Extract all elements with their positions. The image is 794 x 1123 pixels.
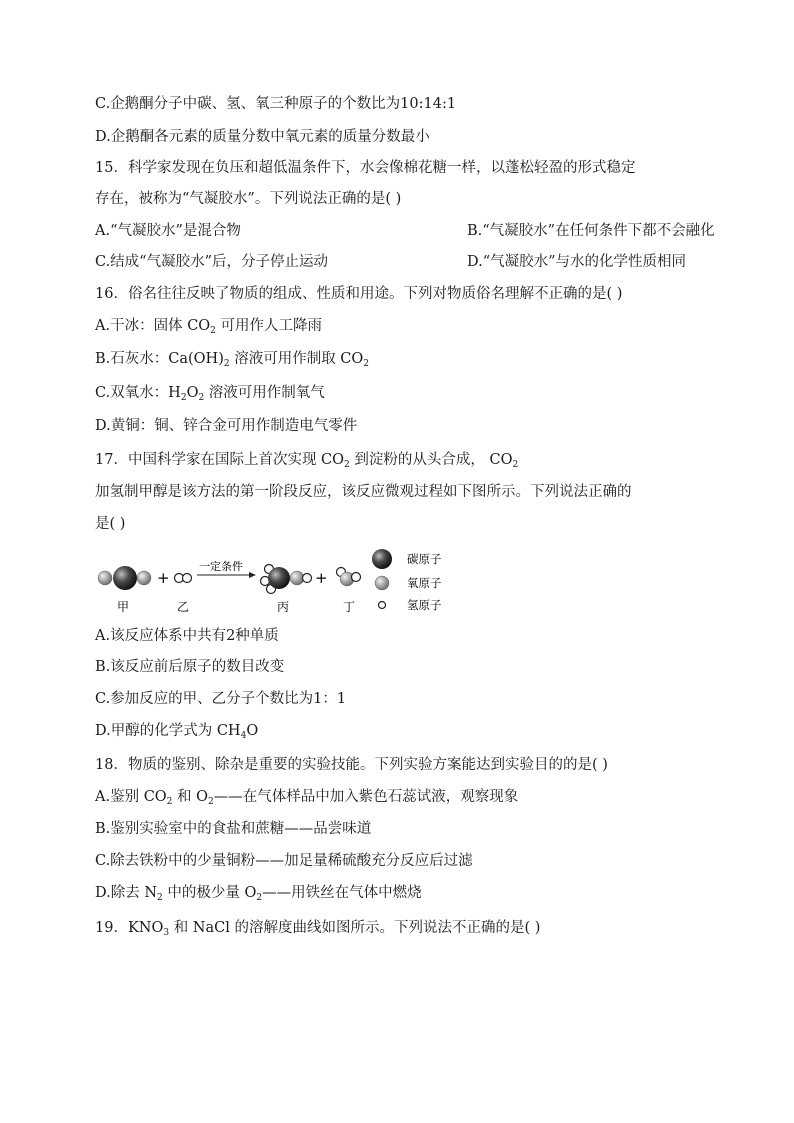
legend-hydrogen-swatch	[379, 602, 386, 609]
q17-option-b: B.该反应前后原子的数目改变	[95, 659, 285, 675]
q18-option-d-text: D.除去 N	[95, 885, 158, 901]
label-bing: 丙	[277, 600, 290, 614]
q15-stem-line-1: 15．科学家发现在负压和超低温条件下，水会像棉花糖一样，以蓬松轻盈的形式稳定	[95, 160, 636, 176]
q18-option-a	[95, 787, 705, 807]
q18-option-a-text: A.鉴别 CO	[95, 789, 167, 805]
q15-option-d: D.“气凝胶水”与水的化学性质相同	[467, 254, 687, 270]
subscript: 2	[512, 460, 519, 470]
molecule-bing-methanol	[261, 565, 312, 594]
q14-option-c: C.企鹅酮分子中碳、氢、氧三种原子的个数比为10:14:1	[95, 96, 457, 112]
q17-stem-text: 17．中国科学家在国际上首次实现 CO	[95, 452, 345, 468]
legend-oxygen-swatch	[375, 576, 389, 590]
q17-option-d	[95, 721, 705, 741]
q18-option-d-text-mid: 中的极少量 O	[162, 885, 257, 901]
q16-option-a	[95, 316, 705, 336]
q16-option-b-text: B.石灰水：Ca(OH)	[95, 351, 224, 367]
q16-stem: 16．俗名往往反映了物质的组成、性质和用途。下列对物质俗名理解不正确的是( )	[95, 286, 623, 302]
subscript: 2	[363, 359, 370, 369]
legend-carbon-label: 碳原子	[407, 552, 442, 566]
q15-option-a: A.“气凝胶水”是混合物	[95, 223, 241, 239]
q18-option-b: B.鉴别实验室中的食盐和蔗糖——品尝味道	[95, 821, 372, 837]
q18-option-d-text-end: ——用铁丝在气体中燃烧	[262, 885, 422, 901]
q16-option-b	[95, 349, 705, 369]
subscript: 4	[240, 731, 247, 741]
q16-option-c-text-end: 溶液可用作制氧气	[204, 385, 325, 401]
q17-option-d-text-end: O	[246, 723, 259, 739]
q18-option-a-text-mid: 和 O	[172, 789, 209, 805]
q17-stem-text-mid: 到淀粉的从头合成， CO	[349, 452, 513, 468]
q15-option-c: C.结成“气凝胶水”后，分子停止运动	[95, 254, 329, 270]
q18-stem: 18．物质的鉴别、除杂是重要的实验技能。下列实验方案能达到实验目的的是( )	[95, 757, 608, 773]
subscript: 3	[163, 928, 170, 938]
molecule-ding-water	[337, 568, 361, 587]
q17-option-d-text: D.甲醇的化学式为 CH	[95, 723, 241, 739]
q16-option-d: D.黄铜：铜、锌合金可用作制造电气零件	[95, 418, 358, 434]
label-ding: 丁	[343, 600, 356, 614]
q16-option-c-text-mid: O	[186, 385, 199, 401]
q15-stem-line-2: 存在，被称为“气凝胶水”。下列说法正确的是( )	[95, 191, 402, 207]
subscript: 2	[344, 460, 350, 470]
q17-stem-line-3: 是( )	[95, 516, 126, 532]
legend-oxygen-label: 氧原子	[407, 576, 442, 590]
q17-option-a: A.该反应体系中共有2种单质	[95, 628, 279, 644]
q16-option-a-text-end: 可用作人工降雨	[215, 318, 323, 334]
subscript: 2	[180, 393, 187, 403]
subscript: 2	[256, 893, 263, 903]
q19-stem-text: 19．KNO	[95, 920, 164, 936]
subscript: 2	[157, 893, 163, 903]
legend-hydrogen-label: 氢原子	[407, 598, 442, 612]
q16-option-a-text: A.干冰：固体 CO	[95, 318, 211, 334]
q19-stem-text-end: 和 NaCl 的溶解度曲线如图所示。下列说法不正确的是( )	[169, 920, 541, 936]
q15-options-row-1	[95, 221, 715, 241]
label-jia: 甲	[117, 600, 130, 614]
q18-option-d	[95, 883, 705, 903]
q18-option-a-text-end: ——在气体样品中加入紫色石蕊试液，观察现象	[213, 789, 519, 805]
q17-stem-line-2: 加氢制甲醇是该方法的第一阶段反应，该反应微观过程如下图所示。下列说法正确的	[95, 484, 632, 500]
q17-option-c: C.参加反应的甲、乙分子个数比为1：1	[95, 691, 347, 707]
q16-option-c-text: C.双氧水：H	[95, 385, 181, 401]
plus-sign-1: +	[157, 569, 170, 587]
q18-option-c: C.除去铁粉中的少量铜粉——加足量稀硫酸充分反应后过滤	[95, 853, 473, 869]
legend-carbon-swatch	[372, 549, 392, 569]
q17-stem-line-1	[95, 450, 705, 470]
q16-option-b-text-mid: 溶液可用作制取 CO	[229, 351, 364, 367]
molecule-jia-co2	[98, 566, 151, 590]
q16-option-c	[95, 383, 705, 403]
diagram-legend	[372, 549, 442, 612]
q15-option-b: B.“气凝胶水”在任何条件下都不会融化	[467, 223, 715, 239]
molecule-yi-h2	[175, 574, 192, 583]
subscript: 2	[198, 393, 205, 403]
subscript: 2	[208, 797, 214, 807]
q15-options-row-2	[95, 252, 705, 272]
q19-stem	[95, 918, 705, 938]
label-yi: 乙	[177, 600, 190, 614]
subscript: 2	[223, 359, 230, 369]
subscript: 2	[166, 797, 173, 807]
subscript: 2	[210, 326, 216, 336]
reaction-condition: 一定条件	[199, 560, 243, 573]
plus-sign-2: +	[315, 569, 328, 587]
q14-option-d: D.企鹅酮各元素的质量分数中氧元素的质量分数最小	[95, 129, 430, 145]
reaction-diagram	[95, 545, 465, 620]
